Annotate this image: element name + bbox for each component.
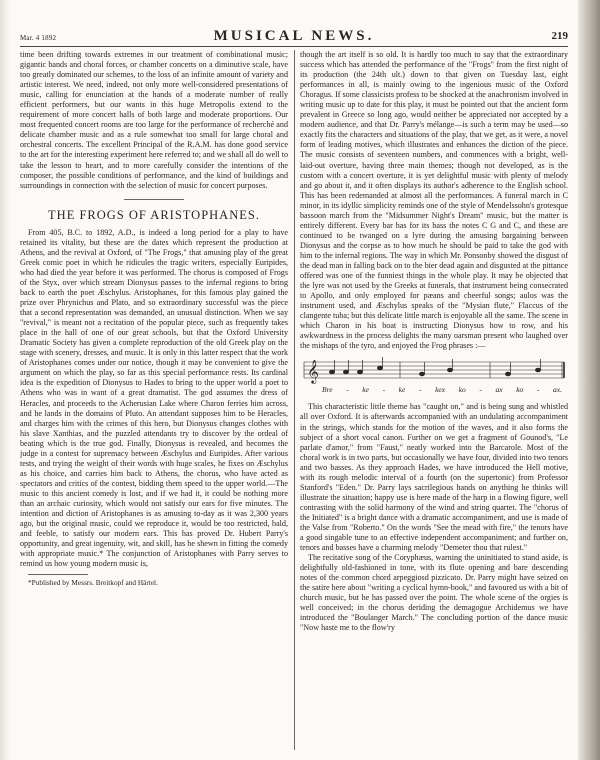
lyric-syllable: -: [479, 385, 482, 395]
lyric-syllable: kex: [435, 385, 446, 395]
issue-date: Mar. 4 1892: [20, 34, 57, 42]
footnote-divider: [28, 574, 88, 575]
article-paragraph: From 405, B.C. to 1892, A.D., is indeed a long period for a play to have retained its vitality, but these are the dates which represent the production at Athens, and the revival at Oxford, of "The Frogs," that amusing play of the great Greek comic poet in which he ridicules the tragic writers, especially Euripides, who had died the year before it was performed. The chorus is composed of Frogs of the Styx, over which stream Dionysus passes to the infernal regions to bring back to earth the poet Æschylus. Aristophanes, for this famous play gained the prize over Phrynichus and Plato, and so extraordinary successful was the piece that a second representation was demanded, an unusual distinction. When we say "revival," is meant not a recitation of the popular piece, such as frequently takes place in the hall of one of our great schools, but that the Oxford University Dramatic Society has given a complete reproduction of the old Greek play on the stage with scenery, dresses, and music. It is only in this latter respect that the work of Aristophanes comes under our notice, though it may be convenient to give the argument on which the play, so far as this special performance rests. Its cardinal idea is the expedition of Dionysus to Hades to bring to the upper world a poet to Athens who was in want of a great dramatist. The god assumes the dress of Heracles, and proceeds to the Acherusian Lake where Charon ferries him across, and he lands in the domains of Pluto. An attendant supposes him to be Heracles, and charges him with the crimes of this hero, but Dionysus changes clothes with his slave Xanthias, and the puzzled attendants try to discover by the ordeal of beating which is the true god. Finally, Dionysus is revealed, and becomes the judge in a contest for supremacy between Æschylus and Euripides. After various tests, and trying the weight of their words with huge scales, he fixes on Æschylus as his choice, and carries him back to Athens, the chorus, who have acted as spectators and critics of the contest, bidding them speed to the upper world.—The music to this ancient comedy is lost, and if we had it, it could be nothing more than an archaic curiosity, which would not satisfy our ears for five minutes. The intention and diction of Aristophanes is as amusing to-day as it was 2,300 years ago, but the original music, could we reproduce it, would be too restricted, bald, and feeble, to satisfy our modern ears. This has proved Dr. Hubert Parry's opportunity, and great ingenuity, wit, and skill, has he shewn in fitting the comedy with appropriate music.* The conjunction of Aristophanes with Parry serves to remind us how young modern music is,: [20, 227, 288, 569]
lyric-syllable: ko: [458, 385, 466, 395]
section-divider: [124, 199, 184, 200]
lyric-syllable: ke: [398, 385, 406, 395]
page-edge-shadow: [0, 0, 10, 760]
right-column: [300, 50, 568, 750]
right-paragraph-3: The recitative song of the Coryphæus, warning the uninitiated to stand aside, is delightfully old-fashioned in tone, with its flute opening and bare descending notes of the common chord arpeggiosd pizzicato. Dr. Parry might have seized on the satire here about "writing a cyclical hymn-book," and favoured us with a bit of church music, but he has passed over the point. The whole scene of the orgies is well conceived; in the chorus deriding the demagogue Archidemus we have introduced the "Boulanger March." The concluding portion of the dance music "Now haste me to the flow'ry: [300, 553, 568, 633]
lyric-syllable: ke: [362, 385, 369, 395]
article-columns: [20, 50, 568, 750]
article-title: THE FROGS OF ARISTOPHANES.: [48, 207, 260, 222]
page-number: 219: [551, 30, 568, 42]
lyric-syllable: -: [418, 385, 422, 395]
treble-clef-icon: 𝄞: [307, 359, 319, 384]
left-column: [20, 50, 288, 750]
publication-title: MUSICAL NEWS.: [213, 28, 375, 44]
column-divider: [294, 50, 295, 750]
book-gutter: [578, 0, 600, 760]
lyric-syllable: -: [346, 385, 349, 395]
music-staff: [300, 354, 568, 386]
lyric-syllable: ax.: [553, 385, 562, 395]
footnote: *Published by Messrs. Breitkopf and Härtel.: [28, 578, 158, 588]
newspaper-page: [20, 28, 568, 750]
lyric-syllable: ax: [495, 385, 503, 395]
intro-paragraph: time been drifting towards extremes in our treatment of combinational music; gigantic bands and choral forces, or chamber concerts on a diminutive scale, have too greatly dominated our schemes, to the loss of an infinite amount of variety and artistic interest. We need, indeed, not only more well-considered presentations of music, calling for enunciation at the hands of a moderate number of really efficient performers, but our wants in this huge Metropolis extend to the requirement of more concert halls of both large and moderate proportions. Our most frequented concert rooms are too large for the performance of recherché and delicate chamber music and as a rule somewhat too small for large choral and orchestral concerts. The excellent Principal of the R.A.M. has done good service to the art for the interesting experiment here referred to; and we shall all do well to take the lesson to heart, and to more carefully consider the intentions of the composer, the possible conditions of performance, and the kind of buildings and surroundings in connection with the selection of music for concert purposes.: [20, 50, 288, 190]
music-example: [300, 354, 568, 398]
right-paragraph-2: This characteristic little theme has "caught on," and is being sung and whistled all over Oxford. It is afterwards accompanied with an undulating accompaniment in the strings, which stands for the motion of the waves, and it also forms the subject of a short vocal canon. Further on we get a fragment of Gounod's, "Le parlate d'amor," from "Faust," neatly worked into the Barcarole. Most of the choral work is in two parts, but occasionally we have four, divided into two tenors and two basses. As they approach Hades, we have introduced the Hell motive, with its rough melodic interval of a fourth (on the supertonic) from Professor Stanford's "Eden." Dr. Parry lays sacrilegious hands on anything he thinks will illustrate the situation; happy use is here made of the harp in a flowing figure, well contrasting with the solid harmony of the wind and string quartet. The "chorus of the Initiated" is a bright dance with a dramatic accompaniment, and use is made of the Valse from "Roberto." On the words "See the mead with fire," the tenors have a good singable tune to an effective independent accompaniment; and further on, tenors and basses have a charming melody "Demeter thou that rulest.": [300, 402, 568, 553]
right-paragraph-1: though the art itself is so old. It is hardly too much to say that the extraordinary success which has attended the performance of the "Frogs" from the first night of its production (the 24th ult.) down to that given on Tuesday last, eight performances in all, is mainly owing to the ingenious music of the Oxford Choragus. If some classicists profess to be shocked at the anachronism involved in writing music up to date for this play, it must be pointed out that the ancient form prevalent in Greece so long ago, would neither be appreciated nor accepted by a modern audience, and that Dr. Parry's mélange—is such a term may be used—so exactly fits the characters and situations of the play, that we get, as it were, a novel form of leading motives, which illustrates and enhances the diction of the piece. The music consists of seventeen numbers, and commences with a bright, well-laid-out overture, having three main themes; though not developed, as is the custom with a concert overture, it is yet delightful music with plenty of melody and go about it, and it often displays its author's adherence to the English school. This has been redemanded at almost all the performances. A funeral march in C minor, in its idyllic simplicity reminds one of the style of Mendelssohn's grotesque bassoon march from the "Midsummer Night's Dream" music, but the matter is entirely different. Every bar has for its bass the notes C G and C, and these are continued to be twanged on a lyre during the amusing bargaining between Dionysus and the corpse as to how much he should be paid to take the god with him to the infernal regions. The way in which Mr. Ponsonby showed the disgust of the dead man in falling back on to the bier dead again and disgusted at the pittance offered was one of the funniest things in the whole play. It may be objected that the lyre was not used by the Greeks at funerals, that instrument being consecrated to Apollo, and only employed for pæans and cheerful songs; aulos was the instrument used, and Æschylus speaks of the "Mysian flute," Flaccus of the clangente tuba; but this delicate little march is enjoyable all the same. The scene in which Charon in his boat is instructing Dionysus how to row, and his awkwardness in the process delights the many oarsman present who laughed over the mishaps of the tyro, and enjoyed the Frog phrases :—: [300, 50, 568, 351]
masthead: [20, 28, 568, 47]
lyric-syllable: ko: [516, 385, 524, 395]
lyric-syllable: -: [536, 385, 540, 395]
lyric-syllable: Bre: [322, 385, 333, 395]
music-lyrics: [322, 385, 562, 395]
lyric-syllable: -: [382, 385, 386, 395]
